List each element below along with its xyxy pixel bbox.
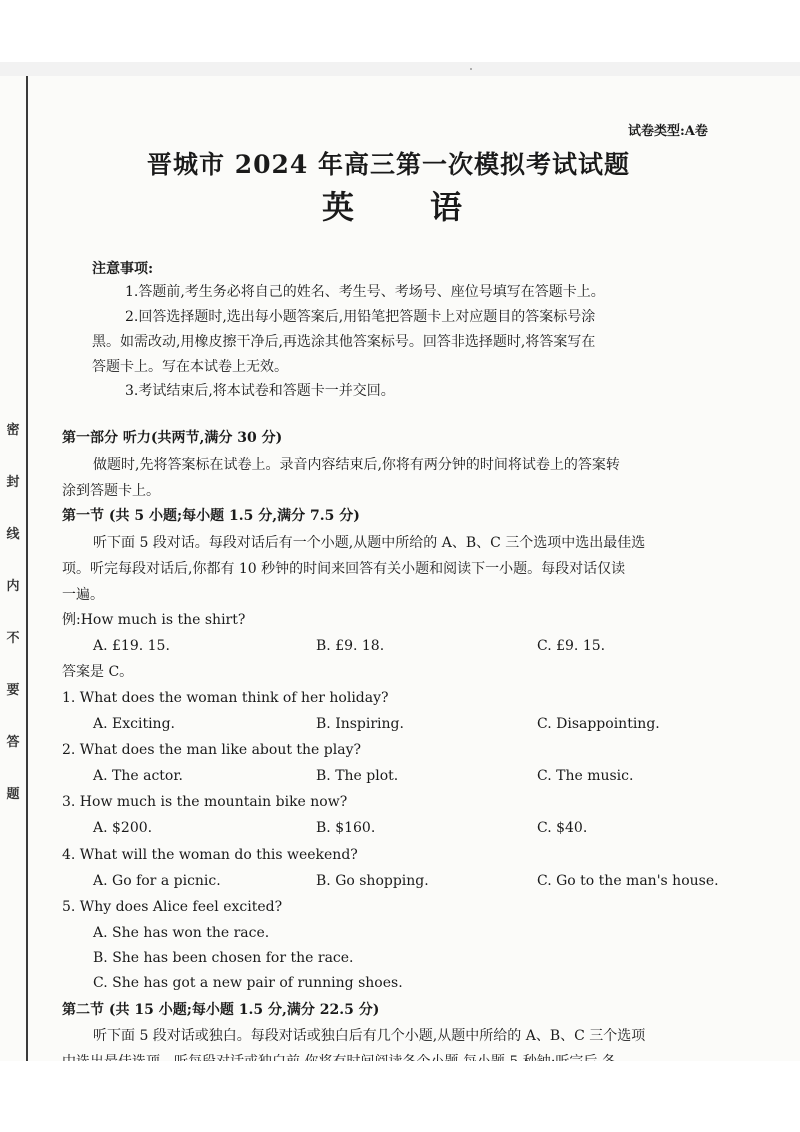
example-option-a: A. £19. 15.: [93, 638, 170, 654]
scan-dot: [470, 68, 472, 70]
question-1: 1. What does the woman think of her holiday?: [62, 690, 389, 706]
q3-option-c: C. $40.: [537, 820, 588, 836]
note-item-2: 2.回答选择题时,选出每小题答案后,用铅笔把答题卡上对应题目的答案标号涂: [125, 309, 596, 325]
binding-char: 要: [6, 683, 20, 698]
section2-instr-1: 听下面 5 段对话或独白。每段对话或独白后有几个小题,从题中所给的 A、B、C 三个选项: [93, 1028, 646, 1044]
q1-option-c: C. Disappointing.: [537, 716, 660, 732]
subject-left-char: 英: [322, 188, 357, 226]
example-answer: 答案是 C。: [62, 664, 134, 680]
question-5: 5. Why does Alice feel excited?: [62, 899, 283, 915]
section1-instr-1: 听下面 5 段对话。每段对话后有一个小题,从题中所给的 A、B、C 三个选项中选出最佳选: [93, 535, 646, 551]
paper-type-label: 试卷类型:A卷: [628, 124, 708, 139]
example-question: 例:How much is the shirt?: [62, 612, 246, 628]
example-option-c: C. £9. 15.: [537, 638, 606, 654]
binding-char: 密: [6, 423, 20, 438]
q1-option-a: A. Exciting.: [93, 716, 175, 732]
question-2: 2. What does the man like about the play?: [62, 742, 361, 758]
q1-option-b: B. Inspiring.: [316, 716, 404, 732]
section1-heading: 第一节 (共 5 小题;每小题 1.5 分,满分 7.5 分): [62, 508, 360, 524]
binding-char: 不: [6, 631, 20, 646]
part1-intro-2: 涂到答题卡上。: [62, 483, 160, 499]
q4-option-a: A. Go for a picnic.: [93, 873, 221, 889]
bottom-band: [0, 1061, 800, 1132]
example-option-b: B. £9. 18.: [316, 638, 385, 654]
binding-char: 内: [6, 579, 20, 594]
q2-option-a: A. The actor.: [93, 768, 183, 784]
section2-heading: 第二节 (共 15 小题;每小题 1.5 分,满分 22.5 分): [62, 1002, 380, 1018]
q2-option-b: B. The plot.: [316, 768, 399, 784]
q3-option-b: B. $160.: [316, 820, 376, 836]
part1-heading: 第一部分 听力(共两节,满分 30 分): [62, 430, 283, 446]
note-item-1: 1.答题前,考生务必将自己的姓名、考生号、考场号、座位号填写在答题卡上。: [125, 284, 605, 300]
binding-char: 线: [6, 527, 20, 542]
subject-right-char: 语: [430, 188, 465, 226]
note-item-2-cont2: 答题卡上。写在本试卷上无效。: [92, 359, 288, 375]
binding-char: 封: [6, 475, 20, 490]
q3-option-a: A. $200.: [93, 820, 153, 836]
q5-option-c: C. She has got a new pair of running shoes.: [93, 975, 403, 991]
binding-char: 答: [6, 735, 20, 750]
page-title: 晋城市 2024 年高三第一次模拟考试试题: [147, 150, 630, 179]
q4-option-c: C. Go to the man's house.: [537, 873, 719, 889]
q4-option-b: B. Go shopping.: [316, 873, 429, 889]
question-4: 4. What will the woman do this weekend?: [62, 847, 358, 863]
note-item-2-cont: 黑。如需改动,用橡皮擦干净后,再选涂其他答案标号。回答非选择题时,将答案写在: [92, 334, 596, 350]
section1-instr-3: 一遍。: [62, 587, 104, 603]
notes-heading: 注意事项:: [92, 261, 154, 277]
q5-option-b: B. She has been chosen for the race.: [93, 950, 354, 966]
q2-option-c: C. The music.: [537, 768, 634, 784]
exam-page: [0, 76, 800, 1061]
section2-instr-2-cut: [0, 1053, 800, 1061]
section1-instr-2: 项。听完每段对话后,你都有 10 秒钟的时间来回答有关小题和阅读下一小题。每段对话仅读: [62, 561, 626, 577]
note-item-3: 3.考试结束后,将本试卷和答题卡一并交回。: [125, 383, 395, 399]
q5-option-a: A. She has won the race.: [93, 925, 270, 941]
part1-intro-1: 做题时,先将答案标在试卷上。录音内容结束后,你将有两分钟的时间将试卷上的答案转: [93, 457, 620, 473]
binding-char: 题: [6, 787, 20, 802]
question-3: 3. How much is the mountain bike now?: [62, 794, 348, 810]
binding-line: [26, 76, 28, 1061]
top-band: [0, 62, 800, 76]
